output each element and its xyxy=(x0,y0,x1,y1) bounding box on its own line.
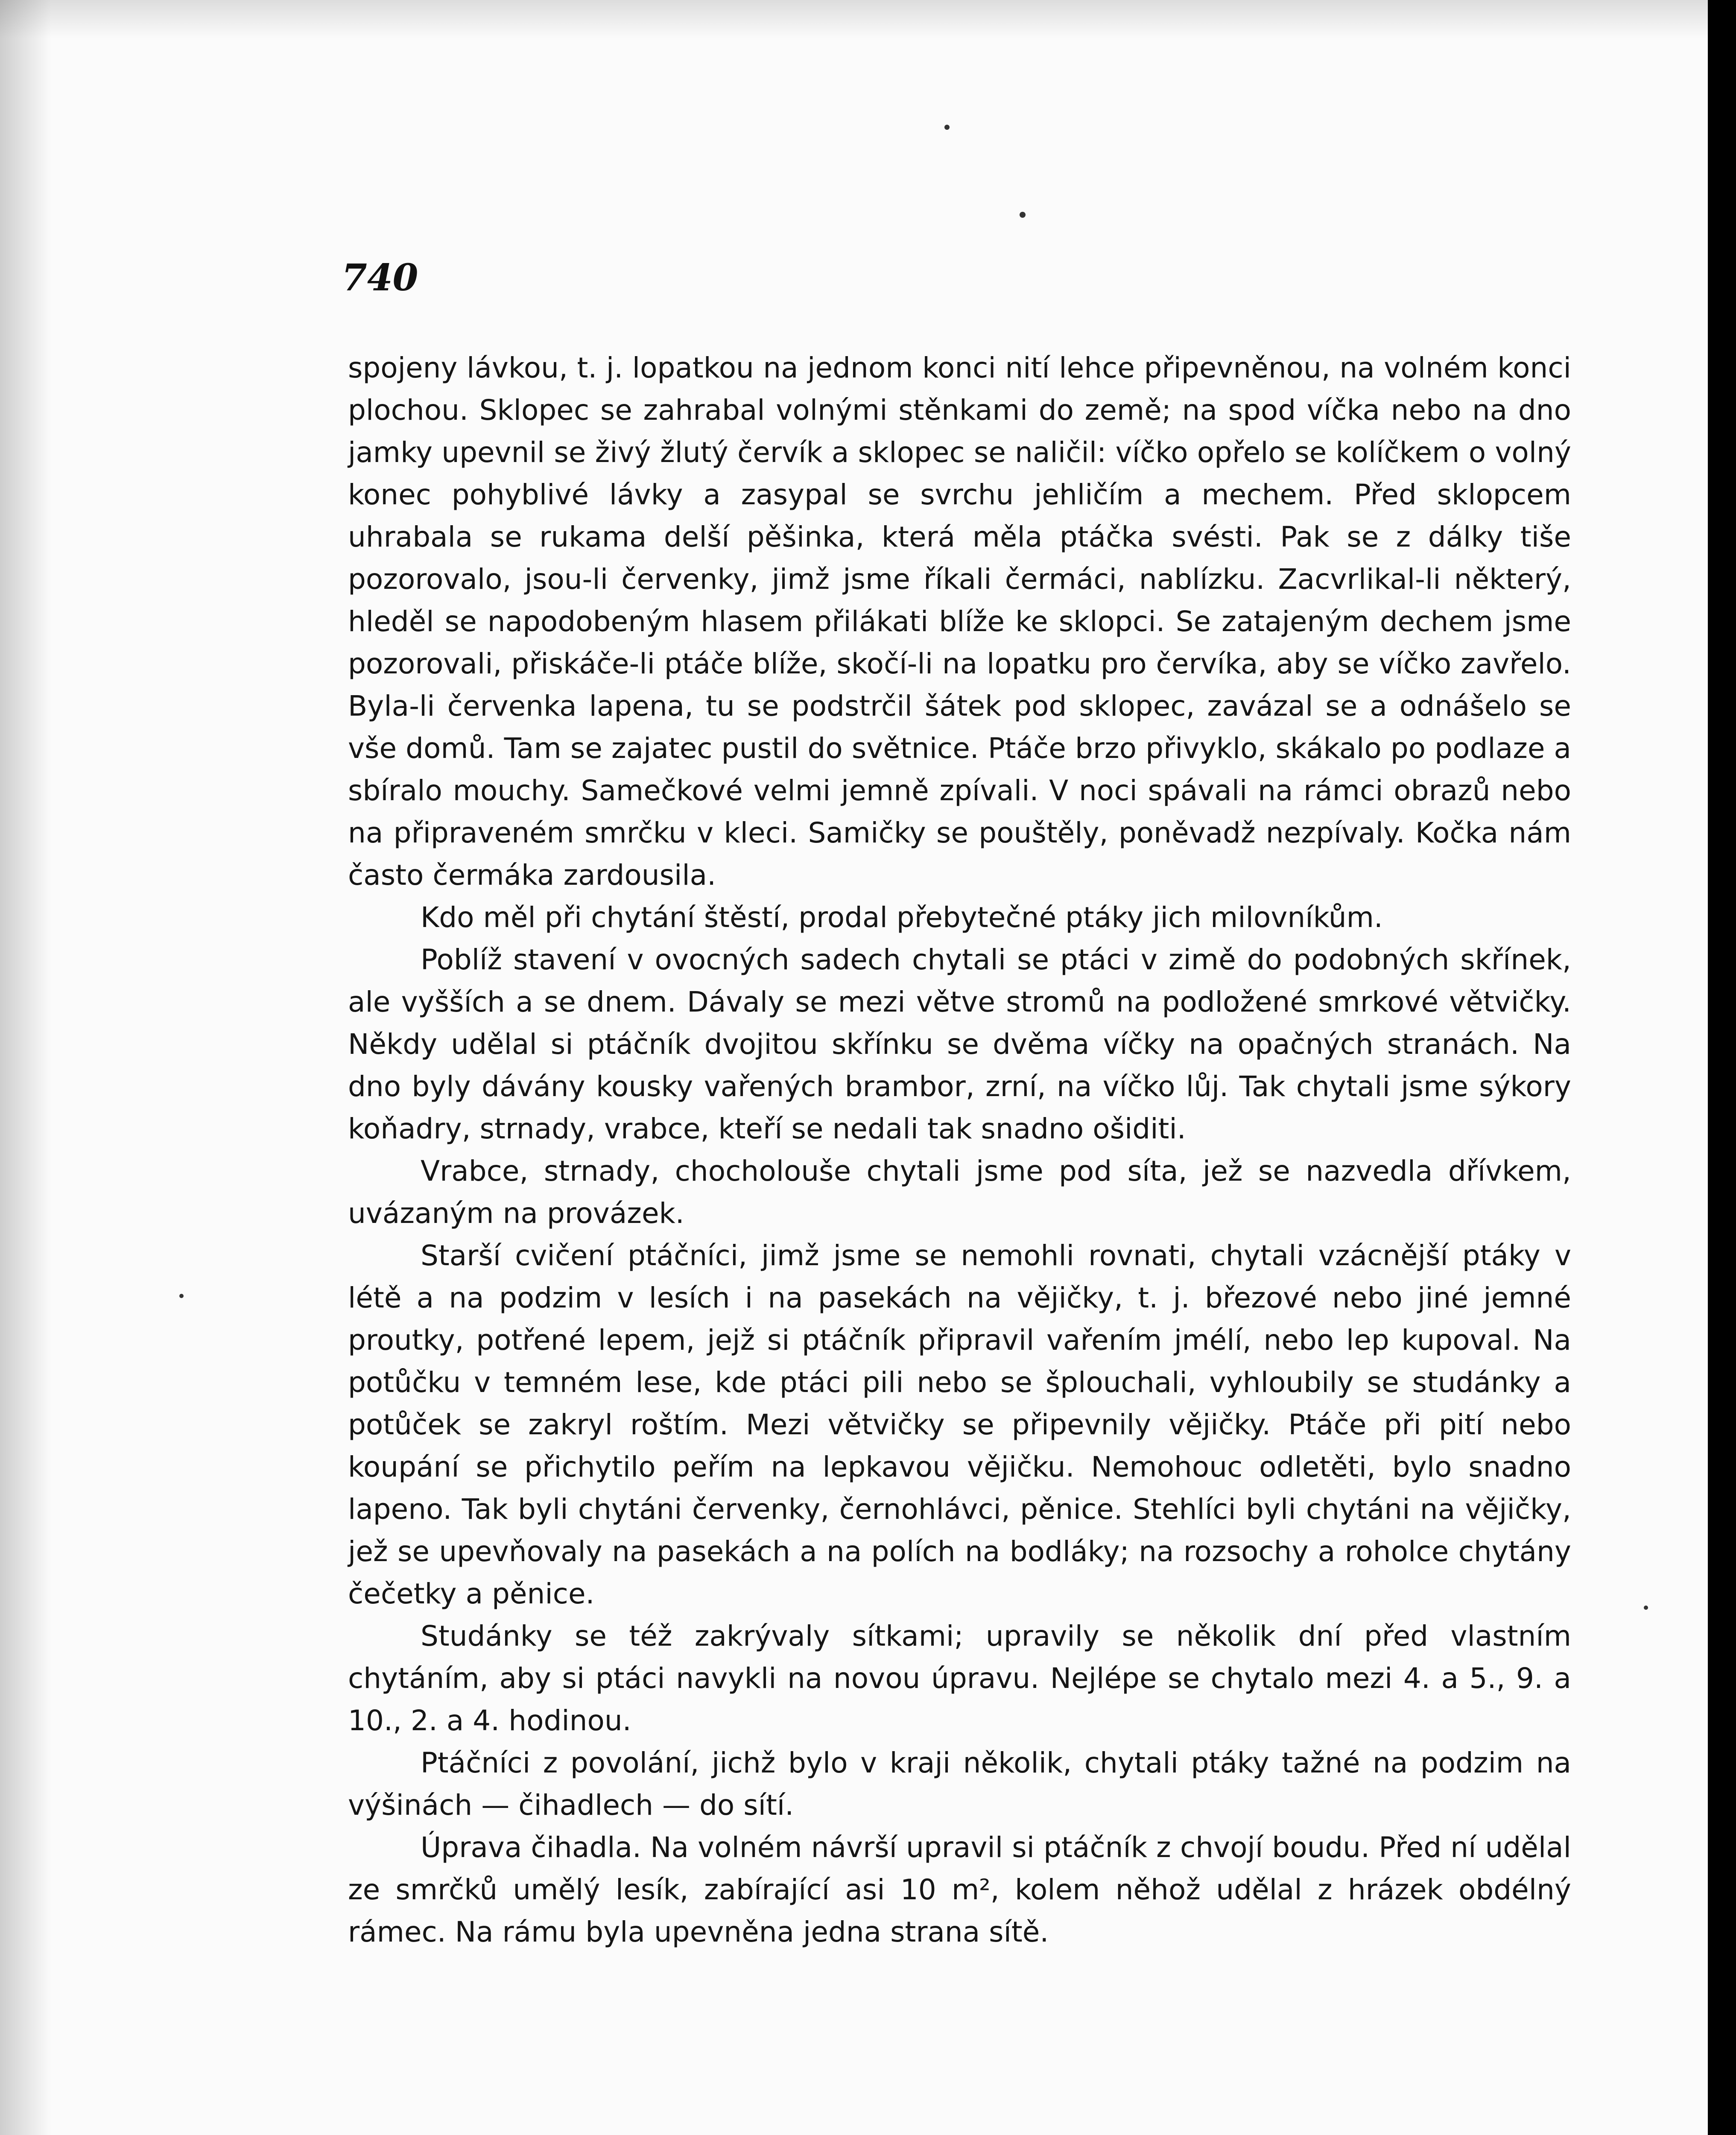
dust-speck xyxy=(1644,1606,1648,1610)
dust-speck xyxy=(179,1294,184,1298)
dust-speck xyxy=(1020,212,1026,218)
paragraph: spojeny lávkou, t. j. lopatkou na jednom konci nití lehce připevněnou, na volném konci plochou. Sklopec se zahrabal volnými stěnkami do země; na spod víčka nebo na dno jamky upevnil se živý žlutý červík a sklopec se naličil: víčko opřelo se kolíčkem o volný konec pohyblivé lávky a zasypal se svrchu jehličím a mechem. Před sklopcem uhrabala se rukama delší pěšinka, která měla ptáčka svésti. Pak se z dálky tiše pozorovalo, jsou-li červenky, jimž jsme říkali čermáci, nablízku. Zacvrlikal-li některý, hleděl se napodobeným hlasem přilákati blíže ke sklopci. Se zatajeným dechem jsme pozorovali, přiskáče-li ptáče blíže, skočí-li na lopatku pro červíka, aby se víčko zavřelo. Byla-li červenka lapena, tu se podstrčil šátek pod sklopec, zavázal se a odnášelo se vše domů. Tam se zajatec pustil do světnice. Ptáče brzo přivyklo, skákalo po podlaze a sbíralo mouchy. Samečkové velmi jemně zpívali. V noci spávali na rámci obrazů nebo na připraveném smrčku v kleci. Samičky se pouštěly, poněvadž nezpívaly. Kočka nám často čermáka zardousila. xyxy=(348,351,1571,892)
paragraph: Vrabce, strnady, chocholouše chytali jsme pod síta, jež se nazvedla dřívkem, uvázaným na provázek. xyxy=(348,1155,1571,1230)
page-number: 740 xyxy=(342,256,418,299)
paragraph: Úprava čihadla. Na volném návrší upravil si ptáčník z chvojí boudu. Před ní udělal ze smrčků umělý lesík, zabírající asi 10 m², kolem něhož udělal z hrázek obdélný rámec. Na rámu byla upevněna jedna strana sítě. xyxy=(348,1831,1571,1948)
page-top-shadow xyxy=(0,0,1708,38)
paragraph: Studánky se též zakrývaly sítkami; upravily se několik dní před vlastním chytáním, aby si ptáci navykli na novou úpravu. Nejlépe se chytalo mezi 4. a 5., 9. a 10., 2. a 4. hodinou. xyxy=(348,1620,1571,1737)
paragraph: Ptáčníci z povolání, jichž bylo v kraji několik, chytali ptáky tažné na podzim na výšinách — čihadlech — do sítí. xyxy=(348,1746,1571,1822)
body-text xyxy=(348,347,1571,1953)
dust-speck xyxy=(944,125,950,130)
page-edge-shadow xyxy=(0,0,51,2135)
paragraph: Kdo měl při chytání štěstí, prodal přebytečné ptáky jich milovníkům. xyxy=(421,901,1383,934)
paragraph: Poblíž stavení v ovocných sadech chytali se ptáci v zimě do podobných skřínek, ale vyšších a se dnem. Dávaly se mezi větve stromů na podložené smrkové větvičky. Někdy udělal si ptáčník dvojitou skřínku se dvěma víčky na opačných stranách. Na dno byly dávány kousky vařených brambor, zrní, na víčko lůj. Tak chytali jsme sýkory koňadry, strnady, vrabce, kteří se nedali tak snadno ošiditi. xyxy=(348,943,1571,1145)
paragraph: Starší cvičení ptáčníci, jimž jsme se nemohli rovnati, chytali vzácnější ptáky v létě a na podzim v lesích i na pasekách na vějičky, t. j. březové nebo jiné jemné proutky, potřené lepem, jejž si ptáčník připravil vařením jmélí, nebo lep kupoval. Na potůčku v temném lese, kde ptáci pili nebo se šplouchali, vyhloubily se studánky a potůček se zakryl roštím. Mezi větvičky se připevnily vějičky. Ptáče při pití nebo koupání se přichytilo peřím na lepkavou vějičku. Nemohouc odletěti, bylo snadno lapeno. Tak byli chytáni červenky, černohlávci, pěnice. Stehlíci byli chytáni na vějičky, jež se upevňovaly na pasekách a na polích na bodláky; na rozsochy a roholce chytány čečetky a pěnice. xyxy=(348,1239,1571,1610)
